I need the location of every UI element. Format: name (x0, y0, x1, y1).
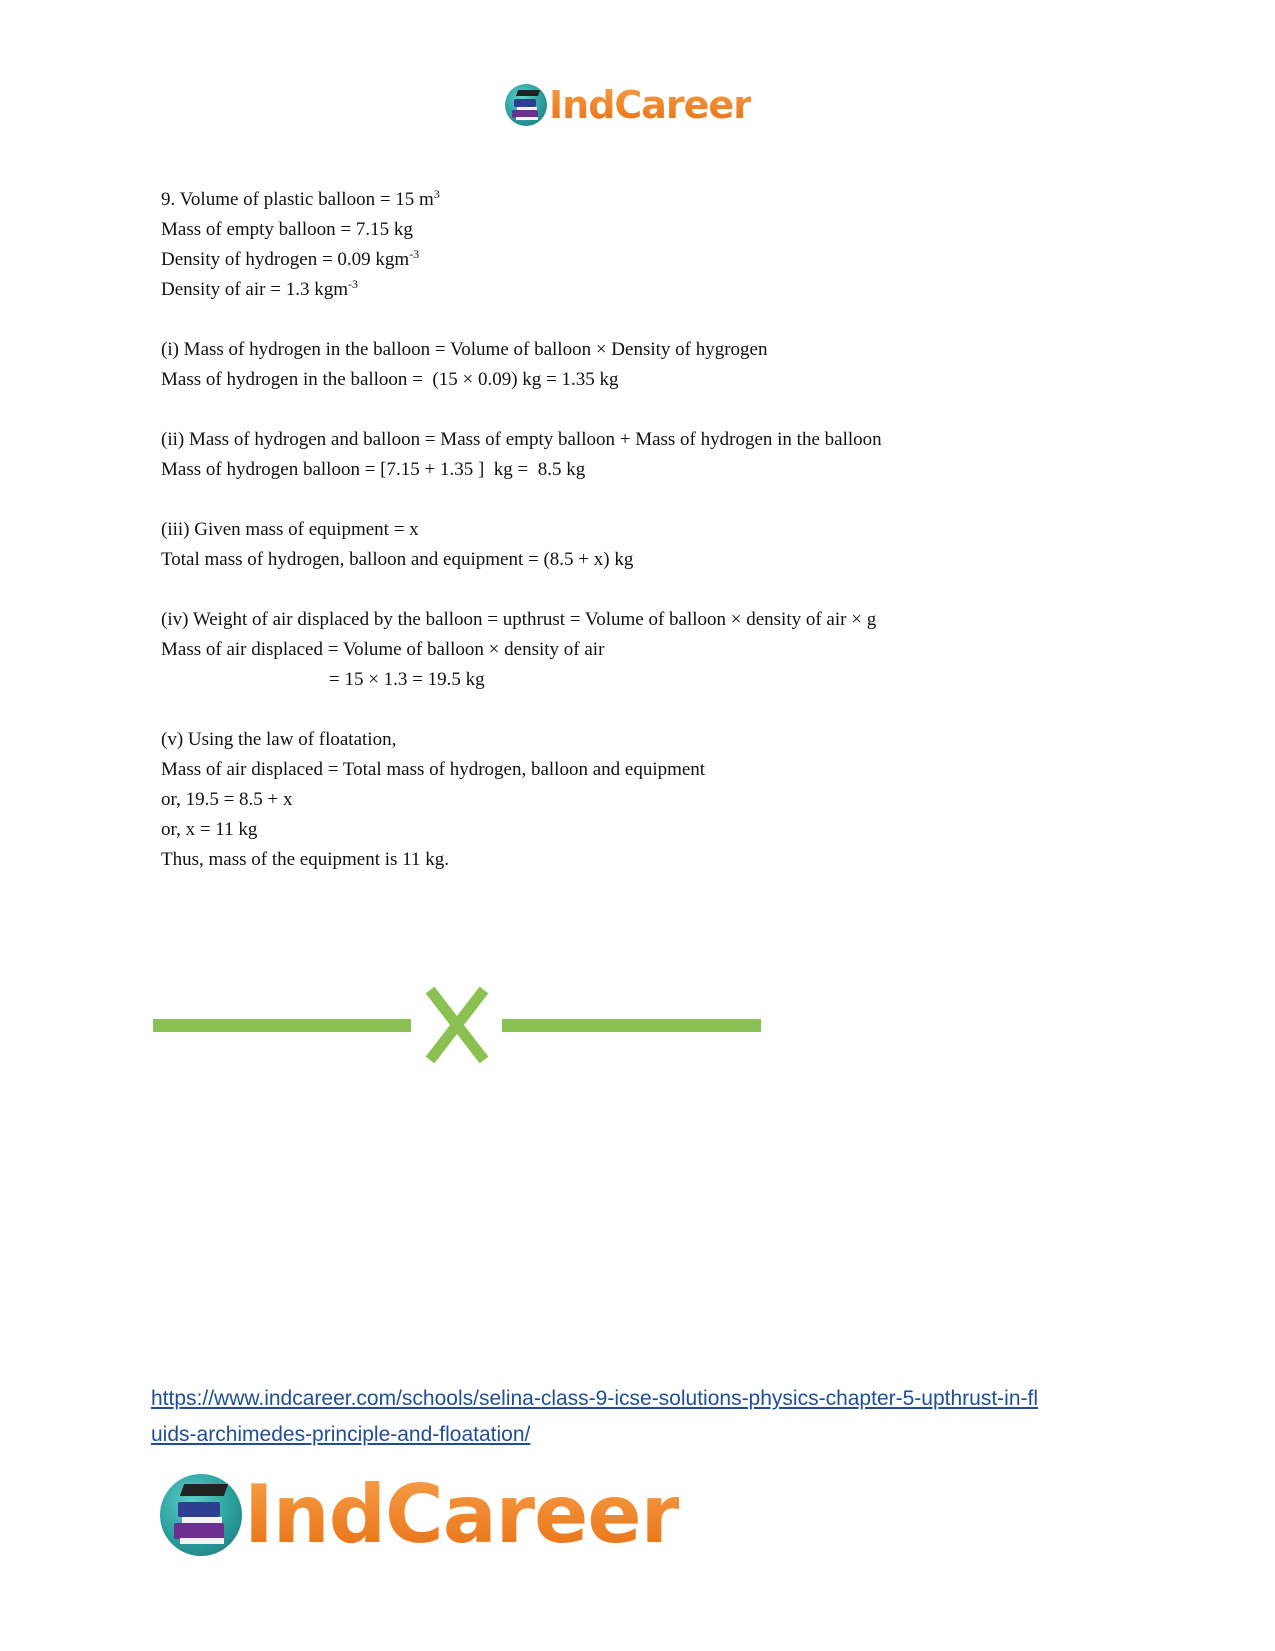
section-separator (153, 985, 761, 1065)
part-ii-line-2: Mass of hydrogen balloon = [7.15 + 1.35 ] kg = 8.5 kg (161, 459, 586, 480)
part-iv-line-2: Mass of air displaced = Volume of balloon × density of air (161, 639, 605, 660)
separator-bar-right (502, 1019, 761, 1032)
given-density-hydrogen: Density of hydrogen = 0.09 kgm$^{-3}$ (161, 247, 420, 270)
given-density-air: Density of air = 1.3 kgm$^{-3}$ (161, 277, 358, 300)
source-url-link[interactable]: https://www.indcareer.com/schools/selina-class-9-icse-solutions-physics-chapter-5-upthrust-in-fl uids-archimedes-principle-and-floatation/ (151, 1387, 1038, 1446)
part-ii-line-1: (ii) Mass of hydrogen and balloon = Mass of empty balloon + Mass of hydrogen in the balloon (161, 429, 882, 450)
given-volume: 9. Volume of plastic balloon = 15 $m^3$ (161, 187, 440, 210)
part-i-line-1: (i) Mass of hydrogen in the balloon = Volume of balloon × Density of hygrogen (161, 339, 768, 360)
header-logo (505, 82, 751, 128)
part-iv-line-3: = 15 × 1.3 = 19.5 kg (329, 669, 485, 690)
given-mass-balloon: Mass of empty balloon = 7.15 kg (161, 219, 413, 240)
part-iii-line-1: (iii) Given mass of equipment = x (161, 519, 419, 540)
part-iii-line-2: Total mass of hydrogen, balloon and equipment = (8.5 + x) kg (161, 549, 634, 570)
part-v-line-2: Mass of air displaced = Total mass of hydrogen, balloon and equipment (161, 759, 706, 780)
part-v-line-3: or, 19.5 = 8.5 + x (161, 789, 293, 810)
part-v-conclusion: Thus, mass of the equipment is 11 kg. (161, 849, 449, 870)
indcareer-logo-icon (505, 84, 547, 126)
part-i-line-2: Mass of hydrogen in the balloon = (15 × 0.09) kg = 1.35 kg (161, 369, 619, 390)
indcareer-logo-icon (160, 1474, 242, 1556)
part-v-line-4: or, x = 11 kg (161, 819, 258, 840)
part-v-line-1: (v) Using the law of floatation, (161, 729, 397, 750)
logo-wordmark: IndCareer (244, 1468, 680, 1561)
part-iv-line-1: (iv) Weight of air displaced by the balloon = upthrust = Volume of balloon × density of air × g (161, 609, 877, 630)
separator-bar-left (153, 1019, 411, 1032)
x-cross-icon (421, 985, 493, 1065)
solution-content (161, 185, 1061, 875)
footer-logo (160, 1470, 679, 1560)
logo-wordmark: IndCareer (549, 83, 751, 127)
